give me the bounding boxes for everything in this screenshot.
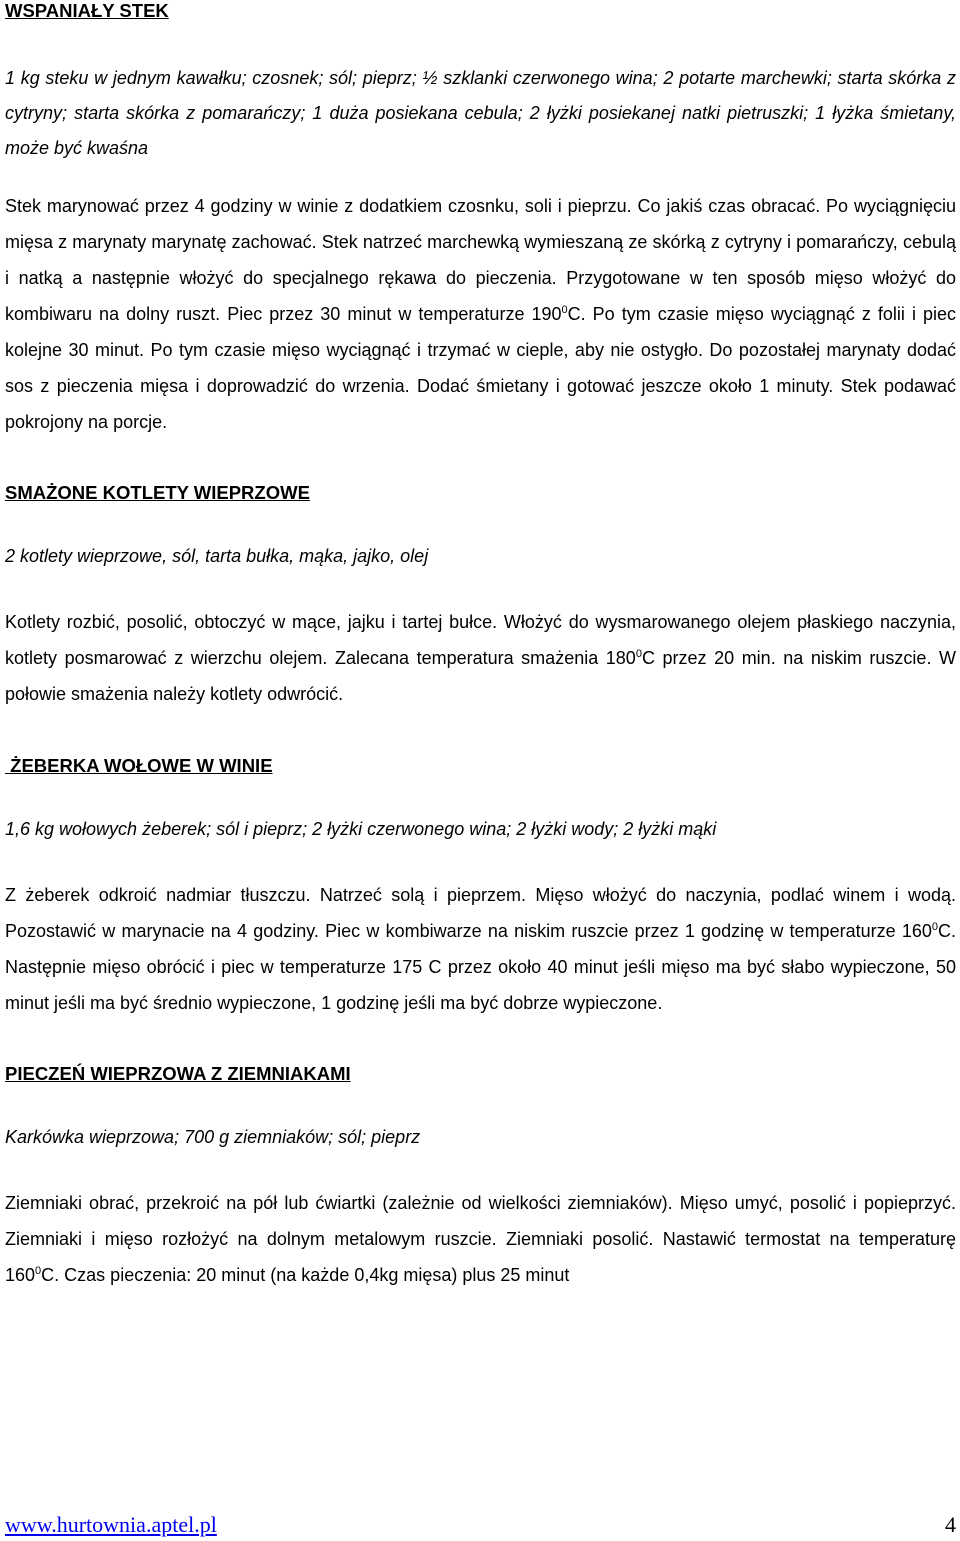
instructions-text: C. Czas pieczenia: 20 minut (na każde 0,4kg mięsa) plus 25 minut: [41, 1265, 570, 1285]
recipe-instructions: [5, 877, 956, 1021]
page-footer: [5, 1512, 956, 1538]
recipe-title: SMAŻONE KOTLETY WIEPRZOWE: [5, 482, 310, 503]
recipe-ingredients: Karkówka wieprzowa; 700 g ziemniaków; sól; pieprz: [5, 1127, 421, 1147]
instructions-text: C. Po tym czasie mięso wyciągnąć z folii i piec kolejne 30 minut. Po tym czasie mięso wyciągnąć i trzymać w cieple, aby nie ostygło. Do pozostałej marynaty dodać sos z pieczenia mięsa i doprowadzić do wrzenia. Dodać śmietany i gotować jeszcze około 1 minuty. Stek podawać pokrojony na porcje.: [5, 304, 957, 432]
recipe-stek: [5, 0, 956, 440]
instructions-text: Z żeberek odkroić nadmiar tłuszczu. Natrzeć solą i pieprzem. Mięso włożyć do naczynia, podlać winem i wodą. Pozostawić w marynacie na 4 godziny. Piec w kombiwarze na niskim ruszcie przez 1 godzinę w temperaturze 160: [5, 885, 956, 941]
degree-superscript: 0: [635, 648, 642, 660]
recipe-title: ŻEBERKA WOŁOWE W WINIE: [5, 755, 273, 776]
degree-superscript: 0: [561, 304, 568, 316]
recipe-ingredients: 2 kotlety wieprzowe, sól, tarta bułka, mąka, jajko, olej: [5, 546, 429, 566]
recipe-kotlety: [5, 482, 956, 712]
recipe-title: PIECZEŃ WIEPRZOWA Z ZIEMNIAKAMI: [5, 1063, 351, 1084]
instructions-text: Kotlety rozbić, posolić, obtoczyć w mące, jajku i tartej bułce. Włożyć do wysmarowanego olejem płaskiego naczynia, kotlety posmarować z wierzchu olejem. Zalecana temperatura smażenia 180: [5, 612, 956, 668]
recipe-instructions: [5, 188, 956, 440]
degree-superscript: 0: [931, 921, 938, 933]
recipe-ingredients: 1,6 kg wołowych żeberek; sól i pieprz; 2 łyżki czerwonego wina; 2 łyżki wody; 2 łyżki mąki: [5, 819, 717, 839]
instructions-text: C przez 20 min. na niskim ruszcie. W połowie smażenia należy kotlety odwrócić.: [5, 648, 956, 704]
instructions-text: Ziemniaki obrać, przekroić na pół lub ćwiartki (zależnie od wielkości ziemniaków). Mięso umyć, posolić i popieprzyć. Ziemniaki i mięso rozłożyć na dolnym metalowym ruszcie. Ziemniaki posolić. Nastawić termostat na temperaturę 160: [5, 1193, 956, 1285]
recipe-zeberka: [5, 755, 956, 1021]
instructions-text: C. Następnie mięso obrócić i piec w temperaturze 175 C przez około 40 minut jeśli mięso ma być słabo wypieczone, 50 minut jeśli ma być średnio wypieczone, 1 godzinę jeśli ma być dobrze wypieczone.: [5, 921, 956, 1013]
recipe-pieczen: [5, 1063, 956, 1293]
degree-superscript: 0: [35, 1265, 42, 1277]
recipe-instructions: [5, 1185, 956, 1293]
website-link[interactable]: www.hurtownia.aptel.pl: [5, 1512, 217, 1537]
recipe-title: WSPANIAŁY STEK: [5, 0, 169, 21]
page-number: 4: [945, 1512, 956, 1537]
document-page: [5, 0, 956, 1293]
recipe-ingredients: 1 kg steku w jednym kawałku; czosnek; sól; pieprz; ½ szklanki czerwonego wina; 2 potarte marchewki; starta skórka z cytryny; starta skórka z pomarańczy; 1 duża posiekana cebula; 2 łyżki posiekanej natki pietruszki; 1 łyżka śmietany, może być kwaśna: [5, 68, 956, 158]
recipe-instructions: [5, 604, 956, 712]
instructions-text: Stek marynować przez 4 godziny w winie z dodatkiem czosnku, soli i pieprzu. Co jakiś czas obracać. Po wyciągnięciu mięsa z marynaty marynatę zachować. Stek natrzeć marchewką wymieszaną ze skórką z cytryny i pomarańczy, cebulą i natką a następnie włożyć do specjalnego rękawa do pieczenia. Przygotowane w ten sposób mięso włożyć do kombiwaru na dolny ruszt. Piec przez 30 minut w temperaturze 190: [5, 196, 956, 324]
